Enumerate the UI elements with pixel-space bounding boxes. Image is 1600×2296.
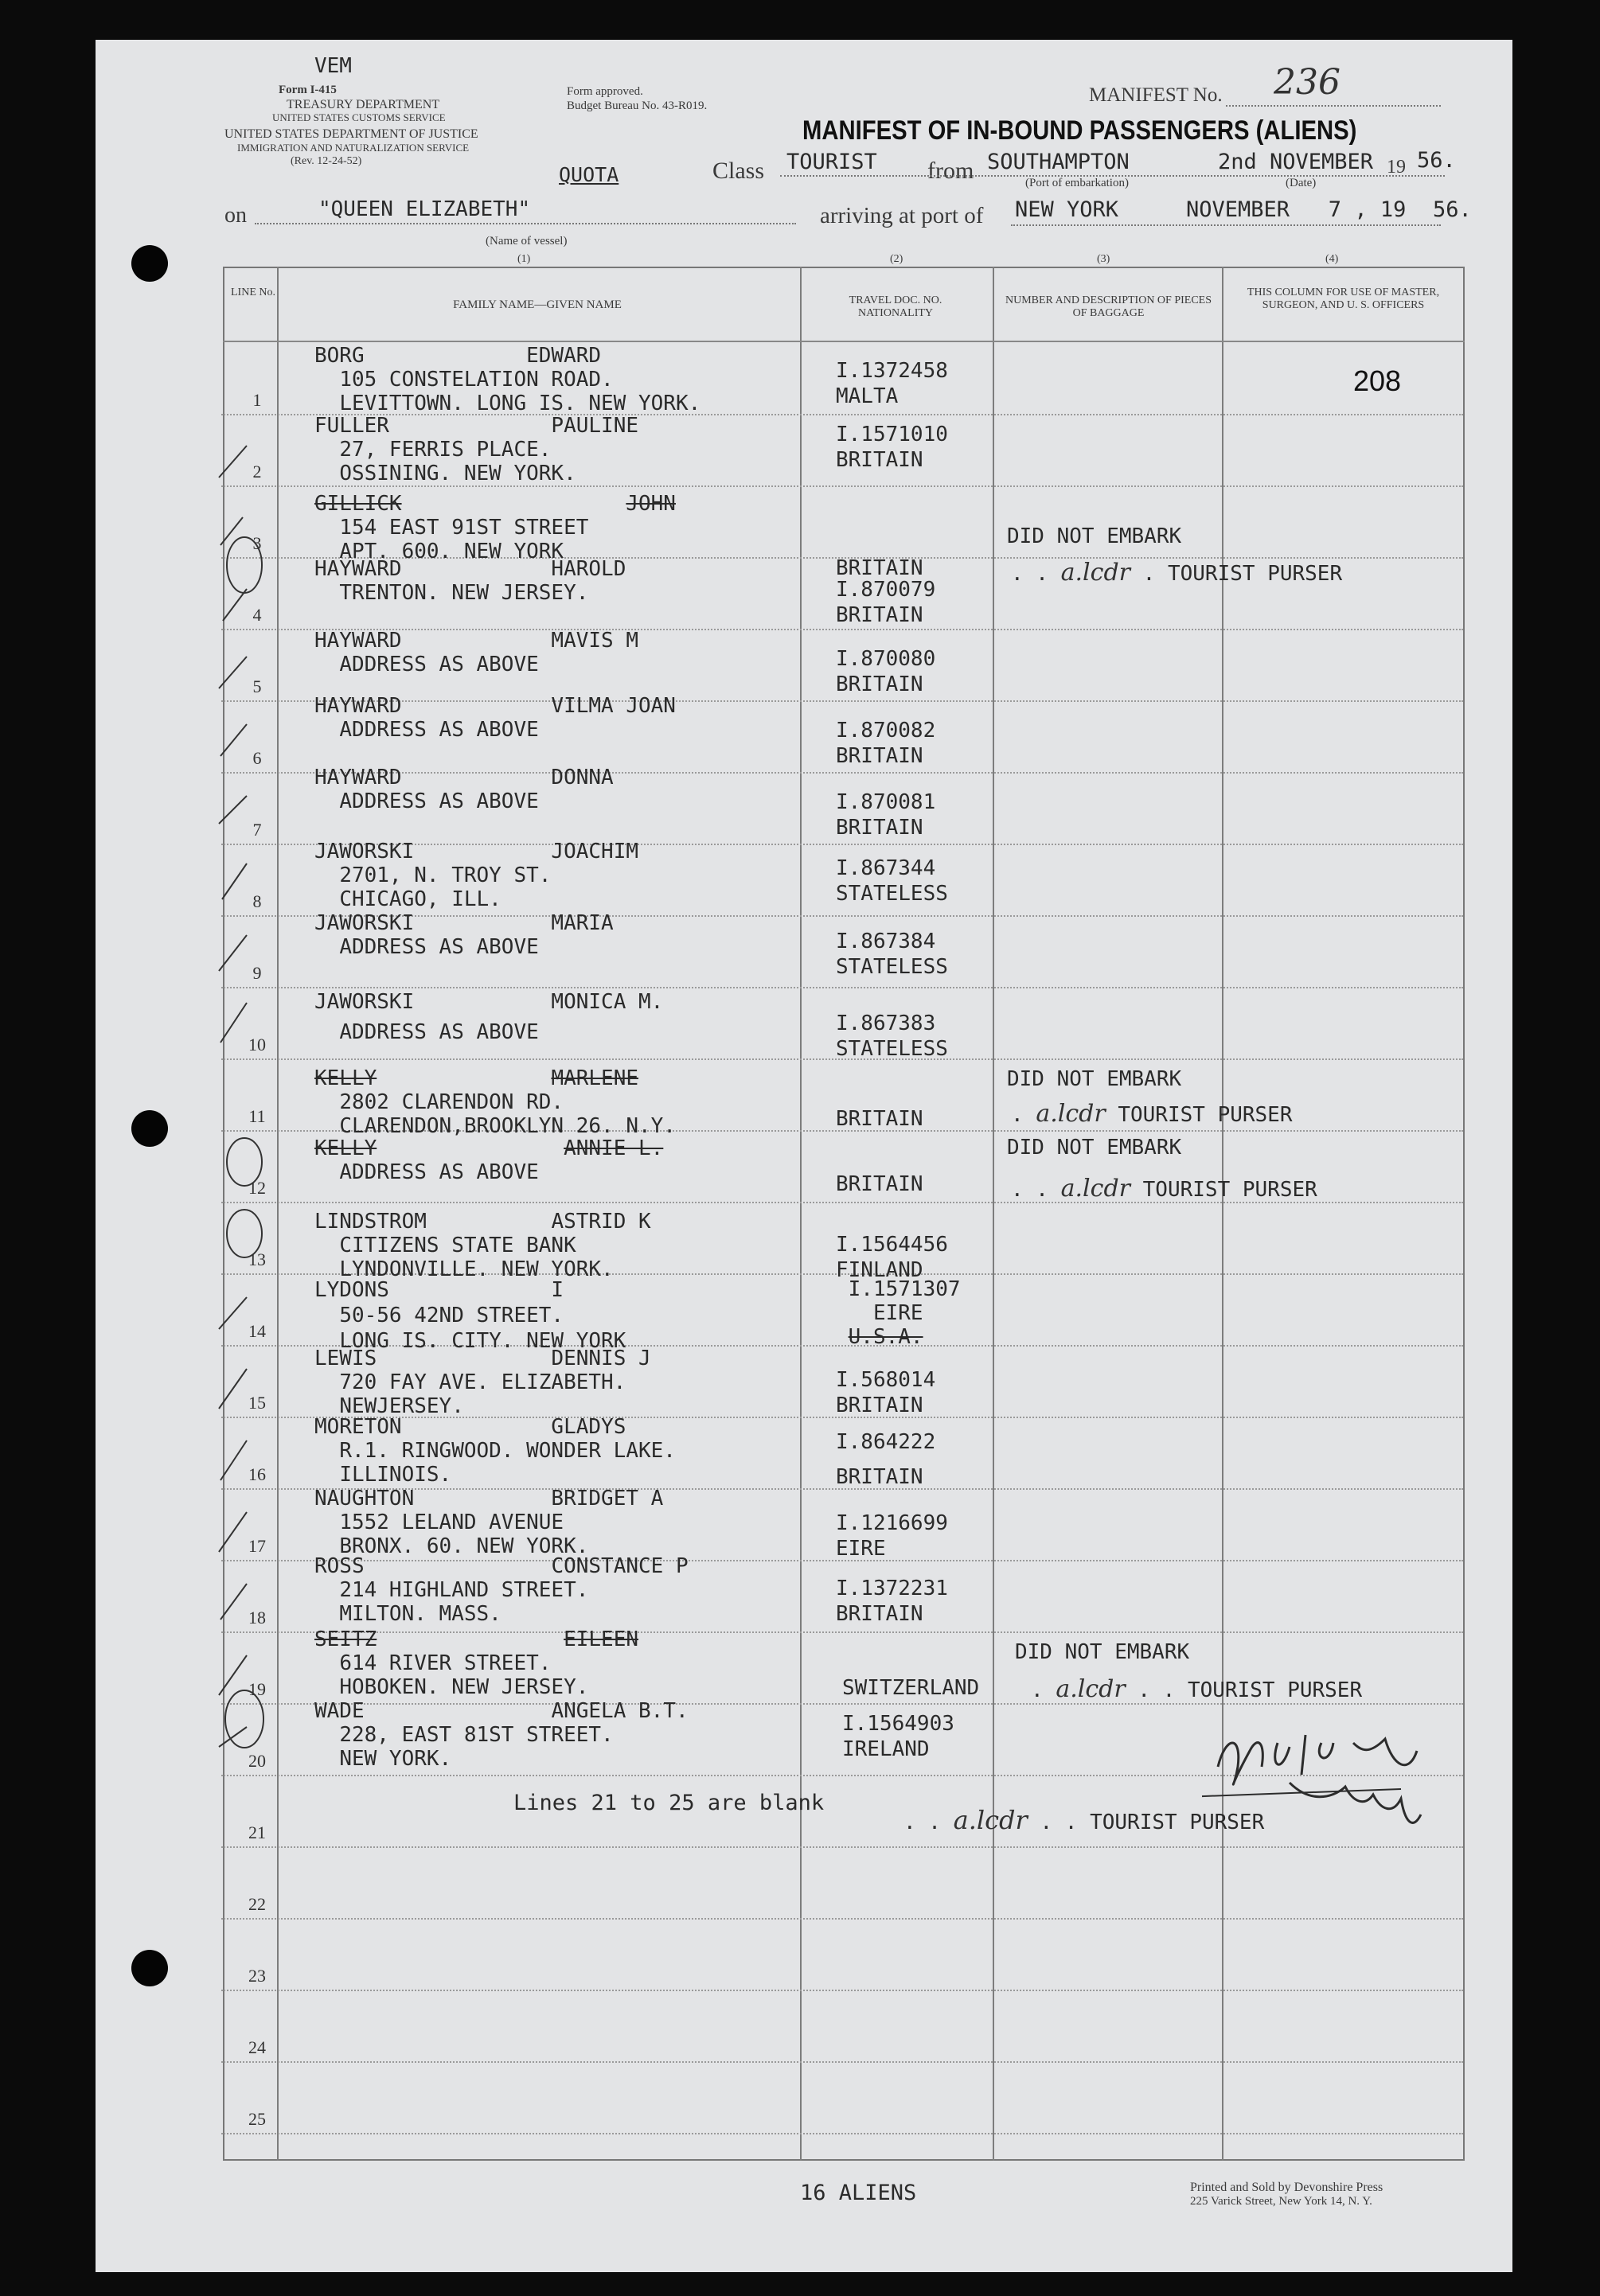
address-line: R.1. RINGWOOD. WONDER LAKE.	[339, 1439, 676, 1463]
passenger-entry	[314, 911, 614, 959]
given-name: MAVIS M	[551, 629, 638, 653]
arriving-label: arriving at port of	[820, 203, 984, 228]
address-line: 2802 CLARENDON RD.	[339, 1090, 564, 1114]
travel-doc	[836, 929, 948, 980]
passenger-entry	[314, 1415, 676, 1487]
form-approved: Form approved.	[567, 85, 643, 98]
budget-bureau: Budget Bureau No. 43-R019.	[567, 99, 708, 112]
family-name: WADE	[314, 1699, 365, 1723]
given-name: DENNIS J	[551, 1347, 651, 1370]
officer-signature-mark	[1202, 1719, 1433, 1838]
nationality: BRITAIN	[836, 1172, 923, 1196]
row-separator	[221, 1990, 1463, 1991]
col-header-travel-doc: TRAVEL DOC. NO. NATIONALITY	[849, 294, 942, 319]
purser-label: TOURIST PURSER	[1167, 562, 1343, 586]
col-header-line-no: LINE No.	[231, 287, 275, 298]
manifest-no-label: MANIFEST No.	[1089, 84, 1223, 106]
status-did-not-embark: DID NOT EMBARK	[1015, 1640, 1190, 1664]
line-number: 25	[248, 2109, 266, 2129]
address-line: 214 HIGHLAND STREET.	[339, 1578, 589, 1602]
justice-dept: UNITED STATES DEPARTMENT OF JUSTICE	[224, 127, 478, 141]
address-line: LEVITTOWN. LONG IS. NEW YORK.	[339, 392, 701, 415]
line-number: 17	[248, 1536, 266, 1556]
line-number: 13	[248, 1249, 266, 1269]
travel-doc	[836, 646, 935, 697]
address-line: LONG IS. CITY. NEW YORK	[339, 1329, 626, 1353]
doc-number: I.1571307	[848, 1277, 961, 1301]
travel-doc	[836, 718, 935, 769]
nationality: FINLAND	[836, 1258, 923, 1282]
given-name: MARIA	[551, 911, 614, 935]
line-number: 4	[252, 605, 262, 625]
arrival-date: NOVEMBER 7 , 19	[1186, 197, 1407, 222]
row-separator	[221, 1846, 1463, 1848]
doc-number: I.870080	[836, 647, 936, 671]
port-caption: (Port of embarkation)	[1025, 177, 1129, 189]
passenger-entry	[314, 414, 638, 485]
arrival-port: NEW YORK	[1015, 197, 1119, 222]
travel-doc	[842, 1711, 954, 1762]
col-divider	[993, 267, 994, 2161]
passenger-entry	[314, 557, 626, 605]
nationality: IRELAND	[842, 1737, 930, 1761]
address-line: HOBOKEN. NEW JERSEY.	[339, 1675, 589, 1699]
doc-number: I.864222	[836, 1430, 936, 1454]
nationality: BRITAIN	[836, 1107, 923, 1131]
from-label: from	[927, 158, 974, 184]
travel-doc	[836, 856, 948, 906]
punch-hole	[131, 1950, 168, 1986]
passenger-entry	[314, 1210, 651, 1281]
line-number: 2	[252, 462, 262, 481]
purser-label: TOURIST PURSER	[1118, 1103, 1293, 1127]
status-did-not-embark: DID NOT EMBARK	[1007, 524, 1182, 548]
passenger-entry	[314, 840, 638, 911]
address-line: NEW YORK.	[339, 1747, 452, 1771]
travel-doc	[842, 1675, 979, 1701]
nationality: BRITAIN	[836, 672, 923, 696]
doc-number: I.870081	[836, 790, 936, 814]
line-number: 5	[252, 676, 262, 696]
address-line: ADDRESS AS ABOVE	[339, 1160, 539, 1184]
address-line: ADDRESS AS ABOVE	[339, 789, 539, 813]
family-name: KELLY	[314, 1136, 377, 1160]
vessel-name: "QUEEN ELIZABETH"	[318, 197, 531, 221]
passenger-entry	[314, 344, 700, 415]
nationality: BRITAIN	[836, 1465, 923, 1489]
nationality: EIRE	[836, 1537, 886, 1561]
doc-number: I.1372458	[836, 359, 948, 383]
status-did-not-embark: DID NOT EMBARK	[1007, 1136, 1182, 1160]
address-line: ADDRESS AS ABOVE	[339, 653, 539, 676]
address-line: BRONX. 60. NEW YORK.	[339, 1534, 589, 1558]
given-name: HAROLD	[551, 557, 626, 581]
col-header-name: FAMILY NAME—GIVEN NAME	[453, 298, 622, 311]
family-name: BORG	[314, 344, 365, 368]
departure-date: 2nd NOVEMBER	[1218, 150, 1374, 174]
family-name: NAUGHTON	[314, 1487, 415, 1511]
line-number: 20	[248, 1751, 266, 1771]
address-line: MILTON. MASS.	[339, 1602, 501, 1626]
class-label: Class	[712, 158, 765, 184]
address-line: OSSINING. NEW YORK.	[339, 462, 576, 485]
blank-lines-note: Lines 21 to 25 are blank	[513, 1791, 825, 1815]
given-name: JOACHIM	[551, 840, 638, 863]
given-name: ANNIE L.	[564, 1136, 664, 1160]
quota-label: QUOTA	[559, 163, 619, 186]
address-line: 614 RIVER STREET.	[339, 1651, 552, 1675]
doc-number: I.1372231	[836, 1577, 948, 1600]
line-number: 22	[248, 1894, 266, 1914]
line-number: 24	[248, 2037, 266, 2057]
travel-doc	[836, 577, 935, 628]
address-line: ADDRESS AS ABOVE	[339, 935, 539, 959]
address-line: ILLINOIS.	[339, 1463, 452, 1487]
nationality: BRITAIN	[836, 816, 923, 840]
line-number: 9	[252, 963, 262, 983]
passenger-entry	[314, 1277, 626, 1354]
doc-number: I.1216699	[836, 1511, 948, 1535]
travel-doc	[836, 1232, 948, 1283]
nationality: EIRE	[872, 1301, 923, 1325]
line-number: 7	[252, 820, 262, 840]
manifest-no: 236	[1274, 62, 1340, 103]
total-aliens: 16 ALIENS	[800, 2181, 917, 2205]
address-line: 228, EAST 81ST STREET.	[339, 1723, 614, 1747]
arrival-line	[1011, 224, 1441, 226]
nationality: BRITAIN	[836, 603, 923, 627]
row-separator	[221, 1918, 1463, 1920]
given-name: GLADYS	[551, 1415, 626, 1439]
doc-number: I.870082	[836, 719, 936, 743]
nationality-struck: U.S.A.	[848, 1325, 923, 1349]
purser-line: . a.lcdr . . TOURIST PURSER	[1031, 1675, 1363, 1703]
address-line: 1552 LELAND AVENUE	[339, 1511, 564, 1534]
family-name: LYDONS	[314, 1278, 389, 1302]
row-separator	[221, 2133, 1463, 2134]
family-name: JAWORSKI	[314, 990, 415, 1014]
given-name: EDWARD	[526, 344, 602, 368]
family-name: HAYWARD	[314, 557, 402, 581]
address-line: ADDRESS AS ABOVE	[339, 1020, 539, 1044]
purser-line: . a.lcdr TOURIST PURSER	[1011, 1100, 1293, 1128]
passenger-entry	[314, 1066, 676, 1138]
purser-line: . . a.lcdr . TOURIST PURSER	[1011, 559, 1343, 587]
family-name: HAYWARD	[314, 629, 402, 653]
status-did-not-embark: DID NOT EMBARK	[1007, 1067, 1182, 1091]
col-header-officers: THIS COLUMN FOR USE OF MASTER, SURGEON, AND U. S. OFFICERS	[1247, 287, 1440, 311]
passenger-entry	[314, 1136, 663, 1184]
passenger-entry	[314, 1627, 638, 1699]
given-name: DONNA	[551, 766, 614, 789]
travel-doc	[836, 1171, 923, 1197]
line-number: 11	[248, 1106, 266, 1126]
nationality: STATELESS	[836, 1037, 948, 1061]
travel-doc	[836, 1511, 948, 1561]
family-name: HAYWARD	[314, 694, 402, 718]
vessel-line	[255, 223, 796, 224]
travel-doc	[836, 422, 948, 473]
travel-doc	[836, 1425, 935, 1495]
date-caption: (Date)	[1286, 177, 1317, 189]
doc-number: I.1564903	[842, 1712, 954, 1736]
vessel-caption: (Name of vessel)	[486, 235, 568, 248]
purser-label: TOURIST PURSER	[1090, 1811, 1265, 1834]
given-name: PAULINE	[551, 414, 638, 438]
punch-hole	[131, 245, 168, 282]
address-line: 27, FERRIS PLACE.	[339, 438, 552, 462]
punch-hole	[131, 1110, 168, 1147]
col-num-4: (4)	[1325, 253, 1339, 265]
col-num-3: (3)	[1097, 253, 1110, 265]
passenger-entry	[314, 1347, 651, 1418]
family-name: LEWIS	[314, 1347, 377, 1370]
line-number: 19	[248, 1679, 266, 1699]
given-name: CONSTANCE P	[551, 1554, 689, 1578]
officer-number: 208	[1353, 364, 1402, 397]
family-name: KELLY	[314, 1066, 377, 1090]
purser-line: . . a.lcdr . . TOURIST PURSER	[903, 1805, 1265, 1835]
doc-number: I.1564456	[836, 1233, 948, 1257]
address-line: LYNDONVILLE. NEW YORK.	[339, 1257, 614, 1281]
line-number: 14	[248, 1321, 266, 1341]
given-name: ANGELA B.T.	[551, 1699, 689, 1723]
line-number: 3	[252, 533, 262, 553]
line-number: 8	[252, 891, 262, 911]
passenger-entry	[314, 492, 676, 563]
purser-label: TOURIST PURSER	[1187, 1678, 1363, 1702]
row-separator	[221, 485, 1463, 487]
address-line: 50-56 42ND STREET.	[339, 1304, 564, 1327]
given-name: JOHN	[626, 492, 676, 516]
travel-doc	[836, 1277, 961, 1349]
family-name: JAWORSKI	[314, 840, 415, 863]
passenger-entry	[314, 987, 663, 1047]
given-name: EILEEN	[564, 1627, 639, 1651]
given-name: MONICA M.	[551, 990, 664, 1014]
given-name: BRIDGET A	[551, 1487, 664, 1511]
family-name: MORETON	[314, 1415, 402, 1439]
departure-year: 56.	[1417, 148, 1456, 173]
corner-initials: VEM	[314, 54, 352, 78]
address-line: CITIZENS STATE BANK	[339, 1234, 576, 1257]
col-num-2: (2)	[890, 253, 903, 265]
doc-number: I.867384	[836, 930, 936, 953]
travel-doc	[836, 1576, 948, 1627]
class-value: TOURIST	[786, 150, 877, 174]
form-number: Form I-415	[279, 84, 337, 96]
doc-number: I.870079	[836, 578, 936, 602]
treasury-dept: TREASURY DEPARTMENT	[287, 98, 440, 111]
address-line: 720 FAY AVE. ELIZABETH.	[339, 1370, 626, 1394]
line-number: 12	[248, 1178, 266, 1198]
header-rule	[223, 341, 1465, 342]
col-num-1: (1)	[517, 253, 531, 265]
given-name: VILMA JOAN	[551, 694, 676, 718]
nationality: BRITAIN	[836, 1394, 923, 1417]
family-name: FULLER	[314, 414, 389, 438]
line-number: 18	[248, 1608, 266, 1627]
line-number: 6	[252, 748, 262, 768]
doc-number: I.867344	[836, 856, 936, 880]
travel-doc	[836, 1106, 923, 1132]
printer-line-2: 225 Varick Street, New York 14, N. Y.	[1190, 2195, 1372, 2208]
travel-doc	[836, 358, 948, 409]
year-prefix: 19	[1387, 157, 1406, 177]
passenger-entry	[314, 766, 614, 813]
family-name: GILLICK	[314, 492, 402, 516]
page-title: MANIFEST OF IN-BOUND PASSENGERS (ALIENS)	[802, 115, 1357, 146]
passenger-entry	[314, 694, 676, 742]
revision-date: (Rev. 12-24-52)	[291, 155, 362, 167]
line-number: 1	[252, 390, 262, 410]
family-name: SEITZ	[314, 1627, 377, 1651]
nationality: MALTA	[836, 384, 899, 408]
nationality: STATELESS	[836, 882, 948, 906]
nationality: BRITAIN	[836, 556, 923, 580]
family-name: ROSS	[314, 1554, 365, 1578]
travel-doc	[836, 1011, 948, 1062]
col-divider	[1222, 267, 1223, 2161]
col-divider	[277, 267, 279, 2161]
customs-service: UNITED STATES CUSTOMS SERVICE	[272, 111, 446, 123]
line-number: 21	[248, 1822, 266, 1842]
address-line: CHICAGO, ILL.	[339, 887, 501, 911]
family-name: LINDSTROM	[314, 1210, 427, 1234]
address-line: 105 CONSTELATION ROAD.	[339, 368, 614, 392]
address-line: TRENTON. NEW JERSEY.	[339, 581, 589, 605]
printer-line-1: Printed and Sold by Devonshire Press	[1190, 2181, 1383, 2194]
ins-service: IMMIGRATION AND NATURALIZATION SERVICE	[237, 142, 470, 154]
family-name: JAWORSKI	[314, 911, 415, 935]
nationality: BRITAIN	[836, 744, 923, 768]
address-line: ADDRESS AS ABOVE	[339, 718, 539, 742]
doc-number: I.867383	[836, 1012, 936, 1035]
line-number: 23	[248, 1966, 266, 1986]
given-name: I	[551, 1278, 564, 1302]
passenger-entry	[314, 1487, 663, 1558]
given-name: MARLENE	[551, 1066, 639, 1090]
nationality: SWITZERLAND	[842, 1676, 980, 1700]
margin-check-marks	[171, 382, 275, 1751]
travel-doc	[836, 1367, 935, 1418]
row-separator	[221, 2061, 1463, 2063]
passenger-entry	[314, 1554, 689, 1626]
doc-number: I.568014	[836, 1368, 936, 1392]
line-number: 10	[248, 1035, 266, 1054]
col-divider	[800, 267, 802, 2161]
on-label: on	[224, 203, 247, 228]
address-line: APT. 600. NEW YORK	[339, 540, 564, 563]
arrival-year: 56.	[1433, 197, 1472, 222]
address-line: CLARENDON,BROOKLYN 26. N.Y.	[339, 1114, 676, 1138]
line-number: 16	[248, 1464, 266, 1484]
passenger-entry	[314, 1699, 689, 1771]
address-line: NEWJERSEY.	[339, 1394, 464, 1418]
nationality: BRITAIN	[836, 1602, 923, 1626]
passenger-entry	[314, 629, 638, 676]
address-line: 154 EAST 91ST STREET	[339, 516, 589, 540]
manifest-sheet	[96, 40, 1512, 2272]
family-name: HAYWARD	[314, 766, 402, 789]
address-line: 2701, N. TROY ST.	[339, 863, 552, 887]
nationality: STATELESS	[836, 955, 948, 979]
travel-doc	[836, 789, 935, 840]
purser-line: . . a.lcdr TOURIST PURSER	[1011, 1175, 1317, 1203]
doc-number: I.1571010	[836, 423, 948, 446]
given-name: ASTRID K	[551, 1210, 651, 1234]
manifest-no-line	[1226, 105, 1441, 107]
port-of-embarkation: SOUTHAMPTON	[987, 150, 1130, 174]
nationality: BRITAIN	[836, 448, 923, 472]
class-line	[780, 175, 1445, 177]
col-header-baggage: NUMBER AND DESCRIPTION OF PIECES OF BAGGAGE	[1005, 294, 1212, 319]
purser-label: TOURIST PURSER	[1142, 1178, 1317, 1202]
line-number: 15	[248, 1393, 266, 1413]
